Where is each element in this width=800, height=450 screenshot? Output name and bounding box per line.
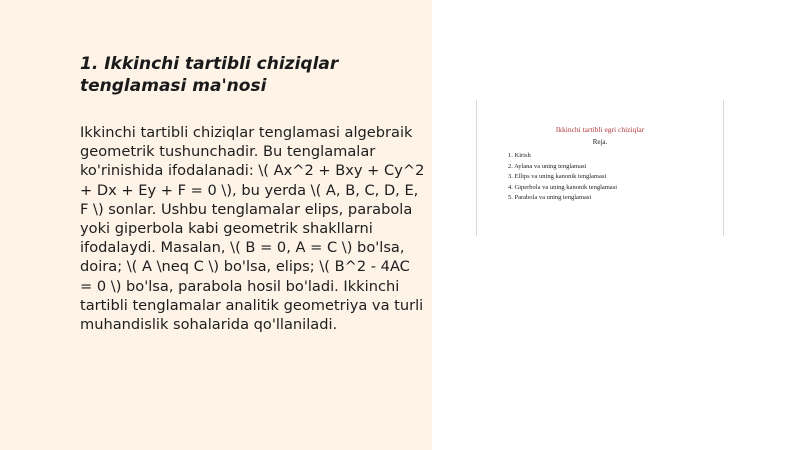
list-item: 4. Giperbola va uning kanonik tenglamasi — [508, 183, 618, 191]
slide-title: 1. Ikkinchi tartibli chiziqlar tenglamasi ma'nosi — [80, 54, 339, 96]
list-item: 1. Kirish — [508, 152, 531, 159]
document-title: Ikkinchi tartibli egri chiziqlar — [555, 125, 645, 134]
list-item: 2. Aylana va uning tenglamasi — [508, 162, 587, 170]
slide-body-text: Ikkinchi tartibli chiziqlar tenglamasi algebraik geometrik tushunchadir. Bu tenglamalar ko'rinishida ifodalanadi: \( Ax^2 + Bxy + Cy^2 + Dx + Ey + F = 0 \), bu yerda \( A, B, C, D, E, F \) sonlar. Ushbu tenglamalar elips, parabola yoki giperbola kabi geometrik shakllarni ifodalaydi. Masalan, \( B = 0, A = C \) bo'lsa, doira; \( A \neq C \) bo'lsa, elips; \( B^2 - 4AC = 0 \) bo'lsa, parabola hosil bo'ladi. Ikkinchi tartibli tenglamalar analitik geometriya va turli muhandislik sohalarida qo'llaniladi. — [80, 124, 425, 334]
document-subtitle: Reja. — [592, 138, 608, 146]
list-item: 5. Parabola va uning tenglamasi — [508, 194, 592, 201]
document-preview-image — [476, 100, 724, 236]
document-outline-list — [508, 151, 617, 204]
list-item: 3. Ellips va uning kanonik tenglamasi — [508, 173, 607, 180]
